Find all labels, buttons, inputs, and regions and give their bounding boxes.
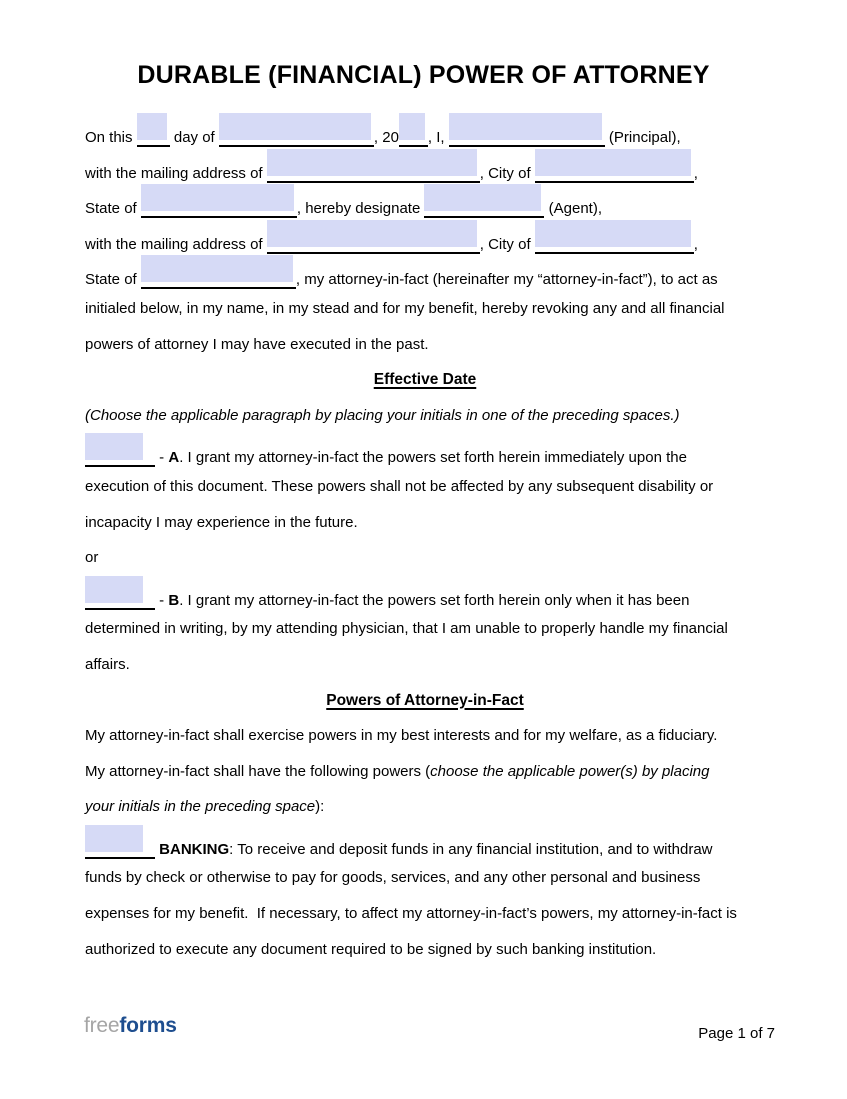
text-run: . I grant my attorney-in-fact the powers set forth herein only when it has been	[179, 591, 690, 609]
text-line	[85, 255, 765, 291]
text-run: , hereby designate	[296, 200, 425, 218]
text-line	[85, 896, 765, 932]
document-title: DURABLE (FINANCIAL) POWER OF ATTORNEY	[137, 61, 710, 89]
logo-free-text: free	[84, 1014, 120, 1037]
principal-address-field[interactable]	[267, 149, 480, 183]
day-field[interactable]	[137, 113, 170, 147]
principal-state-field[interactable]	[141, 184, 297, 218]
text-line	[85, 576, 765, 612]
text-run: State of	[85, 200, 141, 218]
text-run: determined in writing, by my attending physician, that I am unable to properly handle my financial	[85, 620, 728, 638]
text-run: affairs.	[85, 655, 130, 673]
text-run: -	[155, 591, 169, 609]
text-run: your initials in the preceding space	[85, 798, 316, 816]
section-heading	[85, 683, 765, 719]
year-field[interactable]	[399, 113, 428, 147]
text-line	[85, 433, 765, 469]
freeforms-logo	[84, 1013, 177, 1039]
logo-forms-text: forms	[119, 1014, 177, 1037]
text-run: ,	[693, 164, 698, 182]
text-run: with the mailing address of	[85, 164, 267, 182]
text-run: My attorney-in-fact shall have the following powers (	[85, 762, 431, 780]
text-run: -	[155, 449, 169, 467]
text-run: incapacity I may experience in the future.	[85, 513, 358, 531]
text-line	[85, 860, 765, 896]
text-line	[85, 113, 765, 149]
section-heading	[85, 362, 765, 398]
initials-banking-field[interactable]	[85, 825, 155, 859]
text-line	[85, 184, 765, 220]
document-body	[85, 113, 765, 967]
text-run: B	[168, 591, 180, 609]
text-run: State of	[85, 271, 141, 289]
text-line	[85, 398, 765, 434]
text-line	[85, 611, 765, 647]
text-line	[85, 754, 765, 790]
text-run: initialed below, in my name, in my stead and for my benefit, hereby revoking any and all financial	[85, 299, 725, 317]
text-run: , my attorney-in-fact (hereinafter my “attorney-in-fact”), to act as	[295, 271, 718, 289]
text-line	[85, 291, 765, 327]
initials-a-field[interactable]	[85, 433, 155, 467]
text-run: expenses for my benefit. If necessary, to affect my attorney-in-fact’s powers, my attorney-in-fact is	[85, 905, 737, 923]
text-run: ):	[315, 798, 325, 816]
text-run: day of	[169, 129, 219, 146]
text-line	[85, 149, 765, 185]
initials-b-field[interactable]	[85, 576, 155, 610]
text-run: authorized to execute any document required to be signed by such banking institution.	[85, 940, 657, 958]
agent-state-field[interactable]	[141, 255, 296, 289]
text-line	[85, 220, 765, 256]
text-line	[85, 505, 765, 541]
page-number-label: Page 1 of 7	[698, 1025, 775, 1042]
agent-address-field[interactable]	[267, 220, 480, 254]
text-run: : To receive and deposit funds in any financial institution, and to withdraw	[229, 840, 713, 858]
text-run: with the mailing address of	[85, 235, 267, 253]
text-line	[85, 718, 765, 754]
section-heading-text: Effective Date	[373, 371, 477, 389]
text-run: . I grant my attorney-in-fact the powers set forth herein immediately upon the	[179, 449, 687, 467]
principal-name-field[interactable]	[449, 113, 605, 147]
text-run: , City of	[479, 235, 535, 253]
text-run: or	[85, 549, 99, 567]
text-line	[85, 825, 765, 861]
text-run: , City of	[479, 164, 535, 182]
text-line	[85, 789, 765, 825]
agent-city-field[interactable]	[535, 220, 694, 254]
text-run: A	[168, 449, 180, 467]
text-run: powers of attorney I may have executed in the past.	[85, 335, 429, 353]
text-run: On this	[85, 129, 137, 146]
agent-name-field[interactable]	[424, 184, 544, 218]
month-field[interactable]	[219, 113, 374, 147]
text-line	[85, 327, 765, 363]
text-line	[85, 469, 765, 505]
section-heading-text: Powers of Attorney-in-Fact	[326, 691, 524, 709]
text-run: (Principal),	[604, 129, 681, 146]
text-line	[85, 540, 765, 576]
principal-city-field[interactable]	[535, 149, 694, 183]
text-line	[85, 932, 765, 968]
text-run: My attorney-in-fact shall exercise powers in my best interests and for my welfare, as a fiduciary.	[85, 727, 718, 745]
text-run: , 20	[373, 129, 399, 146]
text-run: BANKING	[159, 840, 230, 858]
text-run: funds by check or otherwise to pay for goods, services, and any other personal and business	[85, 869, 701, 887]
text-run: (Choose the applicable paragraph by placing your initials in one of the preceding spaces.)	[85, 406, 680, 424]
text-run: choose the applicable power(s) by placing	[430, 762, 710, 780]
text-run: execution of this document. These powers shall not be affected by any subsequent disability or	[85, 477, 714, 495]
text-line	[85, 647, 765, 683]
text-run: , I,	[427, 129, 449, 146]
text-run: ,	[693, 235, 698, 253]
text-run: (Agent),	[544, 200, 602, 218]
